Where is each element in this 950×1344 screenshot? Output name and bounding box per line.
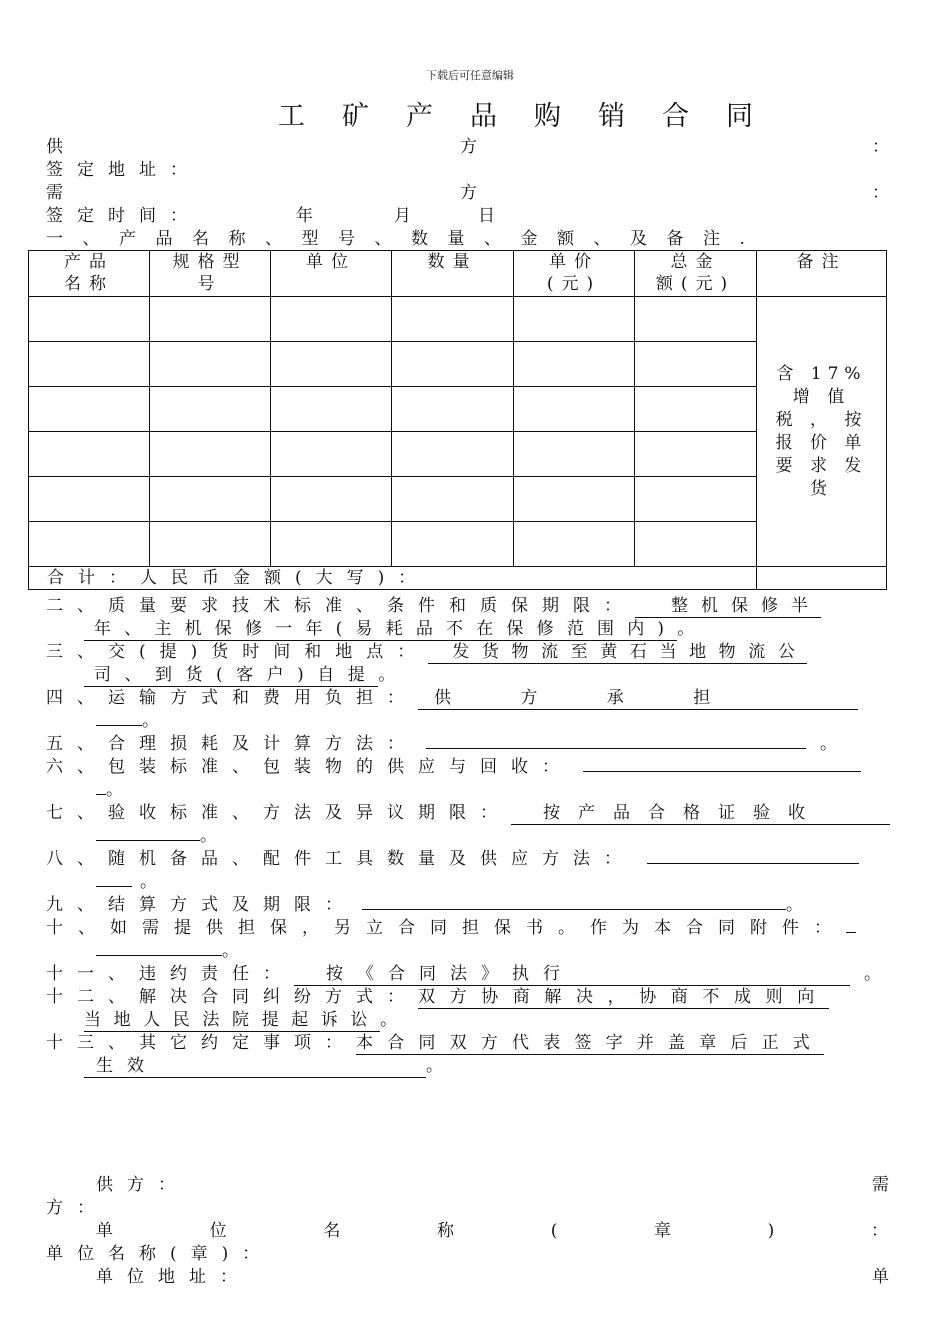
table-cell[interactable] (29, 477, 150, 522)
table-cell[interactable] (635, 297, 757, 342)
table-cell[interactable] (150, 522, 271, 567)
table-cell[interactable] (150, 342, 271, 387)
unit-address-label: 单位地址： (96, 1267, 251, 1287)
signature-demand-label: 方： (46, 1198, 108, 1218)
clause-6-blank-2[interactable] (96, 794, 106, 795)
table-cell[interactable] (29, 522, 150, 567)
table-cell[interactable] (392, 387, 514, 432)
unit-right-char: 单 (872, 1267, 903, 1287)
table-cell[interactable] (514, 297, 635, 342)
clause-13: 十三、其它约定事项：本合同双方代表签字并盖章后正式 (46, 1033, 824, 1053)
section-1-heading: 一、产品名称、型号、数量、金额、及备注. (46, 229, 765, 249)
table-cell[interactable] (514, 432, 635, 477)
table-cell[interactable] (635, 432, 757, 477)
clause-10-blank[interactable] (846, 932, 856, 933)
clause-8-cont: 。 (96, 871, 171, 893)
clause-13-cont: 生效 。 (84, 1055, 457, 1078)
table-cell[interactable] (392, 297, 514, 342)
clause-2-value[interactable]: 整机保修半 (635, 595, 821, 618)
clause-8: 八、随机备品、配件工具数量及供应方法： (46, 848, 859, 870)
clause-4-value[interactable]: 供 方 承 担 (418, 687, 858, 710)
table-cell[interactable] (514, 522, 635, 567)
clause-10: 十、如需提供担保，另立合同担保书。作为本合同附件： (46, 917, 856, 939)
total-amount-label: 合计：人民币金额(大写)： (29, 567, 757, 590)
clause-6: 六、包装标准、包装物的供应与回收： (46, 756, 861, 778)
header-spec-model: 规格型 号 (150, 251, 271, 297)
table-cell[interactable] (29, 342, 150, 387)
header-remark: 备注 (757, 251, 887, 297)
table-cell[interactable] (635, 342, 757, 387)
clause-2-cont: 年、主机保修一年(易耗品不在保修范围内)。 (84, 618, 708, 641)
table-cell[interactable] (150, 387, 271, 432)
clause-8-blank[interactable] (647, 863, 859, 864)
header-unit-price: 单价 (元) (514, 251, 635, 297)
total-remark-cell[interactable] (757, 567, 887, 590)
table-cell[interactable] (514, 342, 635, 387)
clause-12-value[interactable]: 双方协商解决，协商不成则向 (418, 987, 829, 1007)
clause-12-value-2[interactable]: 当地人民法院提起诉讼 (84, 1010, 380, 1030)
table-cell[interactable] (29, 432, 150, 477)
party-demand-left: 需 (46, 183, 77, 203)
clause-4: 四、运输方式和费用负担： 供 方 承 担 (46, 687, 858, 710)
party-supply-left: 供 (46, 137, 77, 157)
table-cell[interactable] (392, 477, 514, 522)
signature-supply-label: 供方： (96, 1175, 189, 1195)
clause-7-cont: 。 (96, 825, 231, 847)
clause-3: 三、交(提)货时间和地点： 发货物流至黄石当地物流公 (46, 642, 808, 662)
party-demand-mid: 方 (460, 183, 491, 203)
sign-place: 签定地址： (46, 160, 201, 180)
table-cell[interactable] (271, 297, 392, 342)
table-cell[interactable] (150, 432, 271, 477)
table-cell[interactable] (392, 342, 514, 387)
clause-7: 七、验收标准、方法及异议期限： 按产品合格证验收 (46, 802, 890, 825)
clause-3-cont: 司、到货(客户)自提。 (84, 664, 409, 687)
unit-name-line-2: 单位名称(章)： (46, 1244, 274, 1264)
header-total-amount: 总金 额(元) (635, 251, 757, 297)
clause-11-value[interactable]: 按《合同法》执行 (294, 963, 850, 986)
edit-note: 下载后可任意编辑 (426, 69, 514, 82)
unit-name-line: 单 位 名 称 ( 章 ) ： (96, 1221, 888, 1241)
clause-4-cont: 。 (96, 710, 173, 732)
table-total-row (29, 567, 887, 590)
table-cell[interactable] (635, 522, 757, 567)
table-header-row (29, 251, 887, 297)
clause-2: 二、质量要求技术标准、条件和质保期限： 整机保修半 (46, 596, 821, 616)
sign-time-day: 日 (478, 206, 509, 226)
table-cell[interactable] (29, 387, 150, 432)
clause-9: 九、结算方式及期限： 。 (46, 895, 817, 915)
clause-7-blank[interactable] (96, 840, 200, 841)
clause-12: 十二、解决合同纠纷方式：双方协商解决，协商不成则向 (46, 987, 829, 1007)
clause-9-blank[interactable] (362, 909, 786, 910)
table-cell[interactable] (635, 387, 757, 432)
sign-time-year: 年 (296, 206, 327, 226)
clause-8-blank-2[interactable] (96, 886, 132, 887)
clause-12-cont: 当地人民法院提起诉讼。 (84, 1010, 411, 1030)
clause-10-cont: 。 (96, 940, 253, 962)
table-row (29, 297, 887, 342)
header-unit: 单位 (271, 251, 392, 297)
clause-3-value[interactable]: 发货物流至黄石当地物流公 (428, 641, 807, 664)
table-cell[interactable] (29, 297, 150, 342)
header-product-name: 产品 名称 (29, 251, 150, 297)
clause-5-blank[interactable] (426, 748, 806, 749)
table-cell[interactable] (271, 432, 392, 477)
table-cell[interactable] (271, 387, 392, 432)
table-cell[interactable] (150, 477, 271, 522)
signature-demand-char: 需 (872, 1175, 903, 1195)
page-title: 工矿产品购销合同 (278, 101, 790, 132)
table-cell[interactable] (271, 522, 392, 567)
remark-cell: 含 17% 增 值 税 ， 按 报 价 单 要 求 发 货 (757, 297, 887, 567)
clause-10-blank-2[interactable] (96, 955, 222, 956)
table-cell[interactable] (392, 432, 514, 477)
clause-7-value[interactable]: 按产品合格证验收 (511, 802, 890, 825)
clause-13-value[interactable]: 本合同双方代表签字并盖章后正式 (356, 1033, 824, 1053)
clause-2-value-2[interactable]: 年、主机保修一年(易耗品不在保修范围内) (84, 618, 677, 641)
clause-6-blank[interactable] (583, 771, 861, 772)
clause-5: 五、合理损耗及计算方法： 。 (46, 734, 851, 754)
clause-3-value-2[interactable]: 司、到货(客户)自提 (84, 664, 378, 687)
sign-time-month: 月 (394, 206, 425, 226)
party-demand-colon: ： (872, 183, 903, 203)
clause-13-value-2[interactable]: 生效 (84, 1055, 426, 1078)
clause-4-blank[interactable] (96, 725, 142, 726)
table-cell[interactable] (150, 297, 271, 342)
sign-time-label: 签定时间： (46, 206, 201, 226)
table-cell[interactable] (271, 477, 392, 522)
party-supply-mid: 方 (460, 137, 491, 157)
clause-11: 十一、违约责任： 按《合同法》执行 。 (46, 964, 895, 984)
party-supply-colon: ： (872, 137, 903, 157)
table-cell[interactable] (392, 522, 514, 567)
header-quantity: 数量 (392, 251, 514, 297)
product-table (28, 250, 887, 590)
table-cell[interactable] (514, 387, 635, 432)
table-cell[interactable] (271, 342, 392, 387)
table-cell[interactable] (635, 477, 757, 522)
clause-6-cont: 。 (96, 779, 137, 801)
table-cell[interactable] (514, 477, 635, 522)
